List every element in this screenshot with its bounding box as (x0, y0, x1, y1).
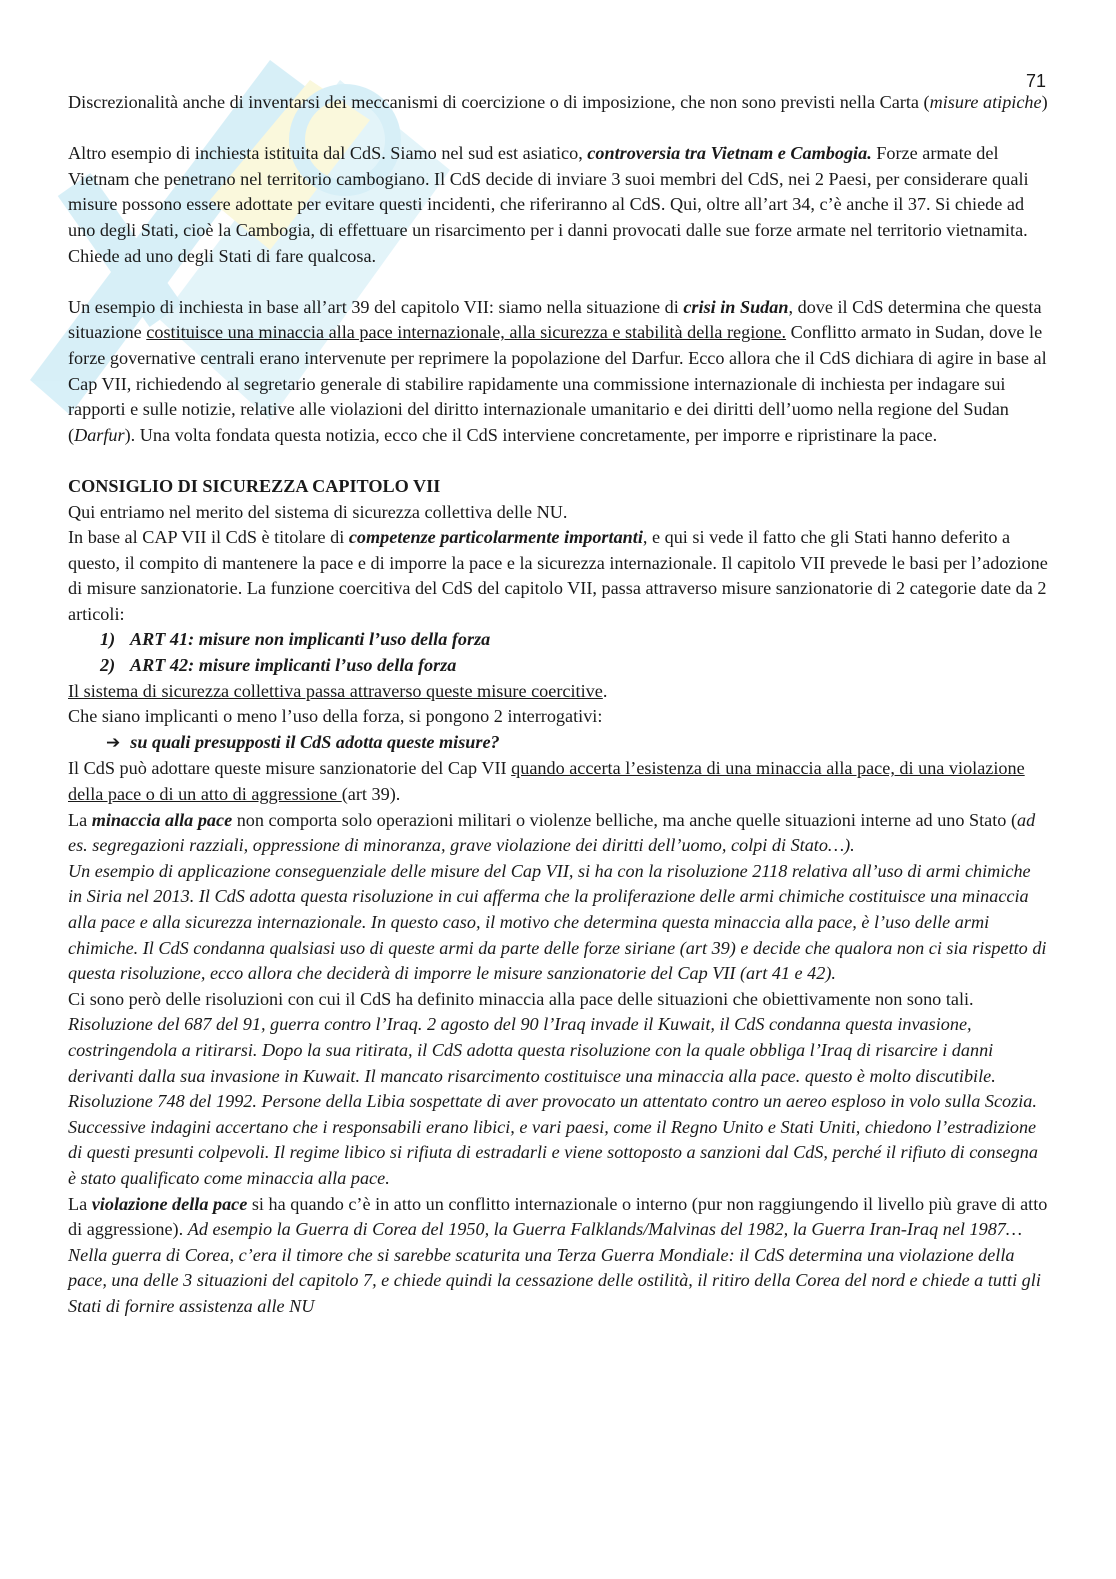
articles-list (68, 627, 1048, 678)
paragraph-coercive-measures: Il sistema di sicurezza collettiva passa attraverso queste misure coercitive. (68, 680, 608, 701)
paragraph-resolution-687: Risoluzione del 687 del 91, guerra contro l’Iraq. 2 agosto del 90 l’Iraq invade il Kuwait, il CdS condanna questa invasione, costringendola a ritirarsi. Dopo la sua ritirata, il CdS adotta questa risoluzione con la quale obbliga l’Iraq di risarcire i danni derivanti dalla sua invasione in Kuwait. Il mancato risarcimento costituisce una minaccia alla pace. questo è molto discutibile. (68, 1014, 996, 1086)
paragraph-sudan-crisis: Un esempio di inchiesta in base all’art 39 del capitolo VII: siamo nella situazione di crisi in Sudan, dove il CdS determina che questa situazione costituisce una minaccia alla pace internazionale, alla sicurezza e stabilità della regione. Conflitto armato in Sudan, dove le forze governative centrali erano intervenute per reprimere la popolazione del Darfur. Ecco allora che il CdS dichiara di agire in base al Cap VII, richiedendo al segretario generale di stabilire rapidamente una commissione internazionale di inchiesta per indagare sui rapporti e sulle notizie, relative alle violazioni del diritto internazionale umanitario e dei diritti dell’uomo nella regione del Sudan (Darfur). Una volta fondata questa notizia, ecco che il CdS interviene concretamente, per imporre e ripristinare la pace. (68, 296, 1047, 445)
paragraph-vietnam-cambodia: Altro esempio di inchiesta istituita dal CdS. Siamo nel sud est asiatico, controversia tra Vietnam e Cambogia. Forze armate del Vietnam che penetrano nel territorio cambogiano. Il CdS decide di inviare 3 suoi membri del CdS, nei 2 Paesi, per considerare quali misure possono essere adottate per evitare questi incidenti, che riferiranno al CdS. Qui, oltre all’art 34, c’è anche il 37. Si chiede ad uno degli Stati, cioè la Cambogia, di effettuare un risarcimento per i danni provocati dalle sue forze armate nel territorio vietnamita. Chiede ad uno degli Stati di fare qualcosa. (68, 143, 1029, 266)
paragraph-breach-of-peace: La violazione della pace si ha quando c’è in atto un conflitto internazionale o interno (pur non raggiungendo il livello più grave di atto di aggressione). Ad esempio la Guerra di Corea del 1950, la Guerra Falklands/Malvinas del 1982, la Guerra Iran-Iraq nel 1987… Nella guerra di Corea, c’era il timore che si sarebbe scaturita una Terza Guerra Mondiale: il CdS determina una violazione della pace, una delle 3 situazioni del capitolo 7, e chiede quindi la cessazione delle ostilità, il ritiro della Corea del nord e chiede a tutti gli Stati di fornire assistenza alle NU (68, 1193, 1048, 1316)
paragraph-art-39: Il CdS può adottare queste misure sanzionatorie del Cap VII quando accerta l’esistenza di una minaccia alla pace, di una violazione della pace o di un atto di aggressione (art 39). (68, 758, 1025, 805)
list-item: 1) ART 41: misure non implicanti l’uso della forza (100, 629, 491, 650)
section-heading: CONSIGLIO DI SICUREZZA CAPITOLO VII (68, 475, 441, 496)
page-body (68, 90, 1048, 1320)
question-line: ➔ su quali presupposti il CdS adotta queste misure? (106, 731, 500, 753)
list-item: 2) ART 42: misure implicanti l’uso della forza (100, 655, 457, 676)
arrow-right-icon: ➔ (106, 732, 121, 753)
page-number: 71 (1025, 71, 1046, 91)
paragraph-resolution-748: Risoluzione 748 del 1992. Persone della Libia sospettate di aver provocato un attentato contro un aereo esploso in volo sulla Scozia. Successive indagini accertano che i responsabili erano libici, e vari paesi, come il Regno Unito e Stati Uniti, chiedono l’estradizione di questi presunti colpevoli. Il regime libico si rifiuta di estradarli e viene sottoposto a sanzioni dal CdS, perché il rifiuto di consegna è stato qualificato come minaccia alla pace. (68, 1091, 1038, 1188)
paragraph-collective-security: Qui entriamo nel merito del sistema di sicurezza collettiva delle NU. (68, 501, 568, 522)
paragraph-resolution-2118: Un esempio di applicazione conseguenziale delle misure del Cap VII, si ha con la risoluzione 2118 relativa all’uso di armi chimiche in Siria nel 2013. Il CdS adotta questa risoluzione in cui afferma che la proliferazione delle armi chimiche costituisce una minaccia alla pace e alla sicurezza internazionale. In questo caso, il motivo che determina questa minaccia alla pace, è l’uso delle armi chimiche. Il CdS condanna qualsiasi uso di queste armi da parte delle forze siriane (art 39) e decide che qualora non ci sia rispetto di questa risoluzione, ecco allora che deciderà di imporre le misure sanzionatorie del Cap VII (art 41 e 42). (68, 860, 1047, 984)
paragraph-atypical-measures: Discrezionalità anche di inventarsi dei meccanismi di coercizione o di imposizione, che non sono previsti nella Carta (misure atipiche) (68, 92, 1048, 112)
paragraph-questionable-resolutions: Ci sono però delle risoluzioni con cui il CdS ha definito minaccia alla pace delle situazioni che obiettivamente non sono tali. (68, 988, 974, 1009)
paragraph-two-questions: Che siano implicanti o meno l’uso della forza, si pongono 2 interrogativi: (68, 706, 603, 727)
paragraph-threat-to-peace: La minaccia alla pace non comporta solo operazioni militari o violenze belliche, ma anche quelle situazioni interne ad uno Stato (ad es. segregazioni razziali, oppressione di minoranza, grave violazione dei diritti dell’uomo, colpi di Stato…). (68, 809, 1036, 856)
paragraph-chapter-vii-powers: In base al CAP VII il CdS è titolare di competenze particolarmente importanti, e qui si vede il fatto che gli Stati hanno deferito a questo, il compito di mantenere la pace e di imporre la pace e la sicurezza internazionale. Il capitolo VII prevede le basi per l’adozione di misure sanzionatorie. La funzione coercitiva del CdS del capitolo VII, passa attraverso misure sanzionatorie di 2 categorie date da 2 articoli: (68, 527, 1048, 624)
